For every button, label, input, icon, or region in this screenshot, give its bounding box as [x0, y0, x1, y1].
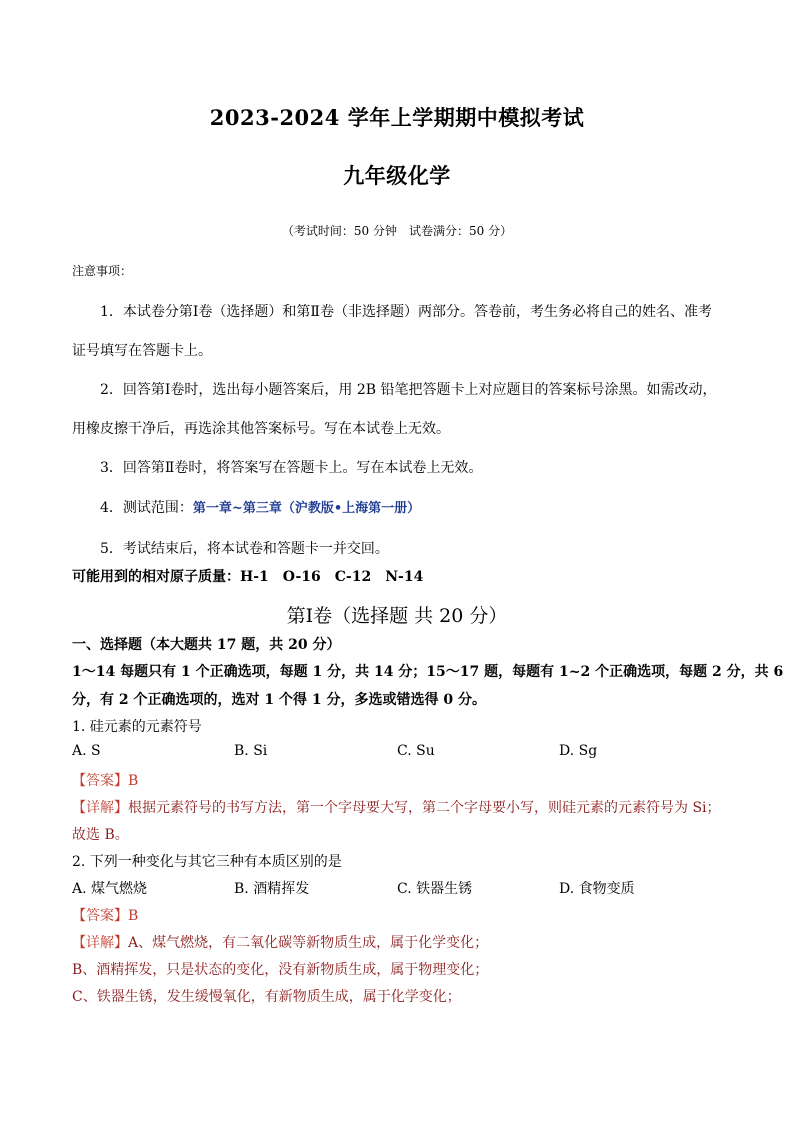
- exam-info: （考试时间：50 分钟 试卷满分：50 分）: [281, 224, 513, 238]
- test-range: 第一章~第三章（沪教版•上海第一册）: [192, 501, 421, 516]
- notice-item-5: 5．考试结束后，将本试卷和答题卡一并交回。: [100, 541, 389, 557]
- notice-item-2-line-2: 用橡皮擦干净后，再选涂其他答案标号。写在本试卷上无效。: [72, 421, 450, 437]
- question-2-detail-text: A、煤气燃烧，有二氧化碳等新物质生成，属于化学变化；: [128, 935, 489, 951]
- question-2-option-a: A. 煤气燃烧: [72, 881, 148, 897]
- question-1-option-a: A. S: [72, 743, 101, 759]
- notice-heading: 注意事项：: [72, 264, 133, 278]
- section-1-rule-line-1: 1～14 每题只有 1 个正确选项，每题 1 分，共 14 分；15～17 题，每题有 1~2 个正确选项，每题 2 分，共 6: [72, 664, 784, 680]
- question-1-detail-line-1: [72, 797, 721, 817]
- question-1-option-b: B. Si: [234, 743, 268, 759]
- question-2-detail-line-1: [72, 932, 488, 952]
- question-1-option-c: C. Su: [397, 743, 435, 759]
- question-1-detail-line-2: 故选 B。: [72, 827, 129, 843]
- question-2-option-b: B. 酒精挥发: [234, 881, 310, 897]
- notice-item-1-line-1: 1．本试卷分第Ⅰ卷（选择题）和第Ⅱ卷（非选择题）两部分。答卷前，考生务必将自己的姓名、准考: [100, 304, 712, 320]
- question-1-option-d: D. Sg: [559, 743, 598, 759]
- section-1-rule-line-2: 分，有 2 个正确选项的，选对 1 个得 1 分，多选或错选得 0 分。: [72, 692, 486, 708]
- subject-title: 九年级化学: [343, 163, 451, 188]
- exam-title: 2023-2024 学年上学期期中模拟考试: [209, 105, 585, 130]
- question-1-answer: 【答案】B: [72, 773, 139, 789]
- notice-item-1-line-2: 证号填写在答题卡上。: [72, 343, 212, 359]
- question-2-answer: 【答案】B: [72, 908, 139, 924]
- notice-item-3: 3．回答第Ⅱ卷时，将答案写在答题卡上。写在本试卷上无效。: [100, 460, 483, 476]
- question-2-stem: 2. 下列一种变化与其它三种有本质区别的是: [72, 854, 342, 870]
- question-1-detail-label: 【详解】: [72, 800, 128, 816]
- question-2-detail-line-3: C、铁器生锈，发生缓慢氧化，有新物质生成，属于化学变化；: [72, 989, 461, 1005]
- notice-item-4-prefix: 4．测试范围：: [100, 500, 193, 516]
- notice-item-2-line-1: 2．回答第Ⅰ卷时，选出每小题答案后，用 2B 铅笔把答题卡上对应题目的答案标号涂黑。如需改动，: [100, 382, 717, 398]
- notice-item-4: [100, 497, 420, 517]
- question-2-option-d: D. 食物变质: [559, 881, 635, 897]
- section-1-heading: 一、选择题（本大题共 17 题，共 20 分）: [72, 637, 341, 653]
- question-2-detail-label: 【详解】: [72, 935, 128, 951]
- question-2-option-c: C. 铁器生锈: [397, 881, 473, 897]
- atomic-mass-line: 可能用到的相对原子质量：H-1 O-16 C-12 N-14: [72, 569, 424, 585]
- question-1-detail-text: 根据元素符号的书写方法，第一个字母要大写，第二个字母要小写，则硅元素的元素符号为 Si；: [128, 800, 721, 816]
- section-1-title: 第Ⅰ卷（选择题 共 20 分）: [286, 605, 508, 627]
- question-2-detail-line-2: B、酒精挥发，只是状态的变化，没有新物质生成，属于物理变化；: [72, 962, 489, 978]
- question-1-stem: 1. 硅元素的元素符号: [72, 719, 202, 735]
